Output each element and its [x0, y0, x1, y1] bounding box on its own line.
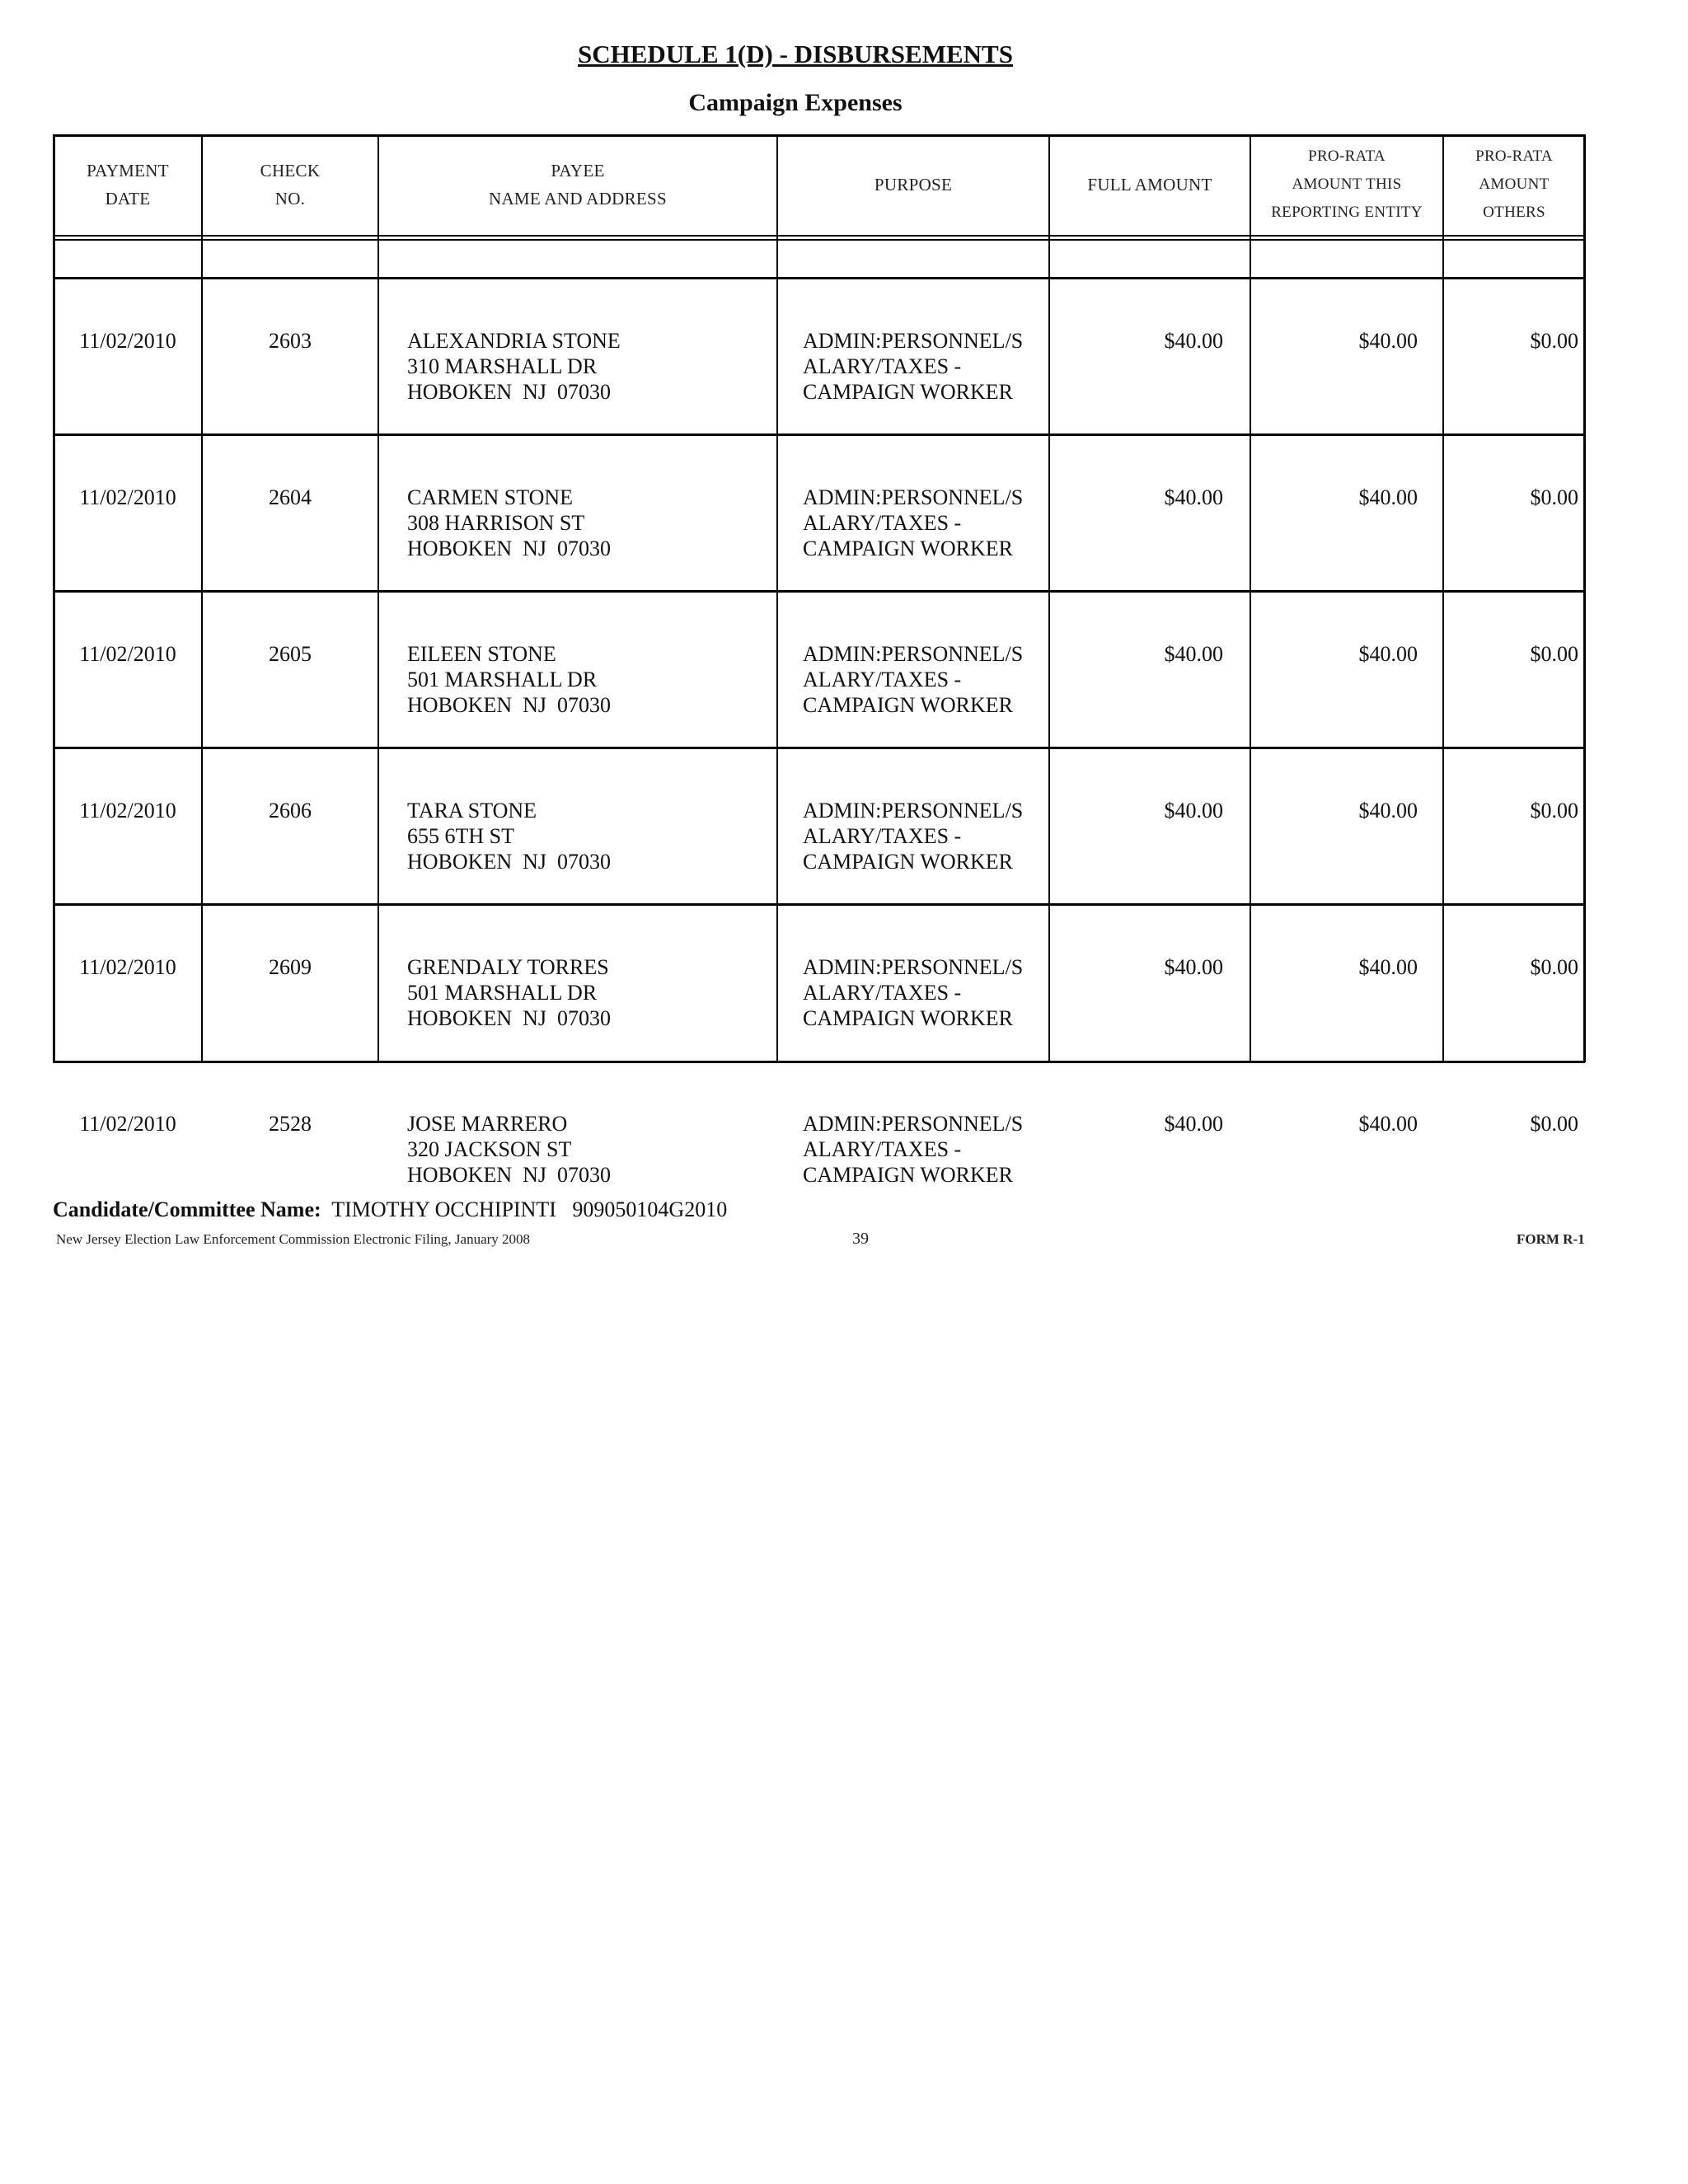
check-number: 2528	[269, 1112, 312, 1136]
grid-vline	[377, 134, 379, 1061]
payee-address-line: HOBOKEN NJ 07030	[407, 1163, 611, 1187]
check-number: 2606	[269, 799, 312, 823]
purpose-line: ALARY/TAXES -	[803, 1137, 962, 1161]
grid-hline	[53, 903, 1585, 906]
purpose-line: ADMIN:PERSONNEL/S	[803, 485, 1024, 509]
payee-address-line: 501 MARSHALL DR	[407, 981, 598, 1005]
payment-date: 11/02/2010	[79, 329, 176, 353]
full-amount: $40.00	[1164, 955, 1223, 979]
purpose	[803, 328, 1047, 405]
full-amount: $40.00	[1164, 1112, 1223, 1136]
purpose-line: CAMPAIGN WORKER	[803, 537, 1013, 560]
header-prorata-others: PRO-RATA AMOUNT OTHERS	[1475, 148, 1553, 221]
payee-name-address	[407, 328, 770, 405]
payee-name-address	[407, 485, 770, 561]
purpose-line: CAMPAIGN WORKER	[803, 693, 1013, 717]
purpose	[803, 954, 1047, 1031]
prorata-others-amount: $0.00	[1530, 799, 1578, 823]
grid-hline	[53, 590, 1585, 593]
check-number: 2605	[269, 642, 312, 666]
payee-address-line: HOBOKEN NJ 07030	[407, 537, 611, 560]
grid-hline	[53, 434, 1585, 436]
grid-vline	[1442, 134, 1444, 1061]
grid-vline	[53, 134, 55, 1062]
payment-date: 11/02/2010	[79, 485, 176, 509]
payment-date: 11/02/2010	[79, 642, 176, 666]
check-number: 2603	[269, 329, 312, 353]
purpose-line: ADMIN:PERSONNEL/S	[803, 799, 1024, 823]
purpose-line: ALARY/TAXES -	[803, 511, 962, 535]
purpose-line: ADMIN:PERSONNEL/S	[803, 955, 1024, 979]
payee-address-line: HOBOKEN NJ 07030	[407, 380, 611, 404]
full-amount: $40.00	[1164, 799, 1223, 823]
payee-address-line: HOBOKEN NJ 07030	[407, 693, 611, 717]
grid-vline	[1250, 134, 1251, 1061]
payment-date: 11/02/2010	[79, 799, 176, 823]
purpose-line: CAMPAIGN WORKER	[803, 1163, 1013, 1187]
payee-name: TARA STONE	[407, 799, 537, 823]
schedule-title: SCHEDULE 1(D) - DISBURSEMENTS	[578, 40, 1013, 68]
payee-address-line: HOBOKEN NJ 07030	[407, 850, 611, 874]
prorata-this-amount: $40.00	[1358, 642, 1418, 666]
prorata-this-amount: $40.00	[1358, 485, 1418, 509]
payment-date: 11/02/2010	[79, 955, 176, 979]
grid-hline	[53, 239, 1585, 241]
purpose-line: ALARY/TAXES -	[803, 354, 962, 378]
purpose-line: ADMIN:PERSONNEL/S	[803, 1112, 1024, 1136]
grid-hline	[53, 277, 1585, 279]
schedule-subtitle: Campaign Expenses	[688, 89, 903, 116]
check-number: 2609	[269, 955, 312, 979]
payee-name: JOSE MARRERO	[407, 1112, 568, 1136]
grid-hline	[53, 235, 1585, 237]
committee-name: TIMOTHY OCCHIPINTI	[331, 1197, 556, 1221]
payee-address-line: 310 MARSHALL DR	[407, 354, 598, 378]
purpose-line: CAMPAIGN WORKER	[803, 380, 1013, 404]
full-amount: $40.00	[1164, 485, 1223, 509]
purpose-line: ADMIN:PERSONNEL/S	[803, 329, 1024, 353]
purpose-line: ALARY/TAXES -	[803, 824, 962, 848]
payee-name: GRENDALY TORRES	[407, 955, 609, 979]
purpose-line: ALARY/TAXES -	[803, 668, 962, 691]
purpose-line: CAMPAIGN WORKER	[803, 1006, 1013, 1030]
full-amount: $40.00	[1164, 642, 1223, 666]
check-number: 2604	[269, 485, 312, 509]
prorata-this-amount: $40.00	[1358, 799, 1418, 823]
prorata-others-amount: $0.00	[1530, 642, 1578, 666]
header-full-amount: FULL AMOUNT	[1087, 175, 1212, 194]
commission-note: New Jersey Election Law Enforcement Commission Electronic Filing, January 2008	[56, 1231, 531, 1247]
purpose-line: ALARY/TAXES -	[803, 981, 962, 1005]
payee-name: ALEXANDRIA STONE	[407, 329, 621, 353]
purpose	[803, 798, 1047, 874]
page-number: 39	[852, 1230, 869, 1248]
payee-name: EILEEN STONE	[407, 642, 556, 666]
payee-name-address	[407, 954, 770, 1031]
grid-vline	[1048, 134, 1050, 1061]
purpose	[803, 485, 1047, 561]
prorata-this-amount: $40.00	[1358, 1112, 1418, 1136]
purpose	[803, 1111, 1047, 1188]
header-payment-date: PAYMENT DATE	[87, 161, 169, 209]
prorata-others-amount: $0.00	[1530, 1112, 1578, 1136]
payee-name-address	[407, 641, 770, 718]
prorata-others-amount: $0.00	[1530, 485, 1578, 509]
header-prorata-this: PRO-RATA AMOUNT THIS REPORTING ENTITY	[1271, 148, 1423, 221]
prorata-this-amount: $40.00	[1358, 329, 1418, 353]
payee-address-line: 655 6TH ST	[407, 824, 514, 848]
purpose-line: CAMPAIGN WORKER	[803, 850, 1013, 874]
prorata-others-amount: $0.00	[1530, 329, 1578, 353]
full-amount: $40.00	[1164, 329, 1223, 353]
grid-vline	[1583, 134, 1586, 1062]
purpose-line: ADMIN:PERSONNEL/S	[803, 642, 1024, 666]
form-id: FORM R-1	[1517, 1231, 1585, 1247]
grid-hline	[53, 1061, 1585, 1063]
committee-name-line	[53, 1197, 727, 1222]
committee-label: Candidate/Committee Name:	[53, 1197, 321, 1221]
payment-date: 11/02/2010	[79, 1112, 176, 1136]
grid-vline	[201, 134, 203, 1061]
payee-name-address	[407, 798, 770, 874]
header-check-no: CHECK NO.	[260, 161, 321, 209]
payee-address-line: HOBOKEN NJ 07030	[407, 1006, 611, 1030]
purpose	[803, 641, 1047, 718]
header-payee: PAYEE NAME AND ADDRESS	[489, 161, 667, 209]
payee-name: CARMEN STONE	[407, 485, 574, 509]
committee-id: 909050104G2010	[572, 1197, 728, 1221]
payee-name-address	[407, 1111, 770, 1188]
prorata-this-amount: $40.00	[1358, 955, 1418, 979]
grid-hline	[53, 747, 1585, 749]
grid-vline	[776, 134, 778, 1061]
payee-address-line: 320 JACKSON ST	[407, 1137, 572, 1161]
prorata-others-amount: $0.00	[1530, 955, 1578, 979]
payee-address-line: 308 HARRISON ST	[407, 511, 585, 535]
header-purpose: PURPOSE	[874, 175, 953, 194]
payee-address-line: 501 MARSHALL DR	[407, 668, 598, 691]
